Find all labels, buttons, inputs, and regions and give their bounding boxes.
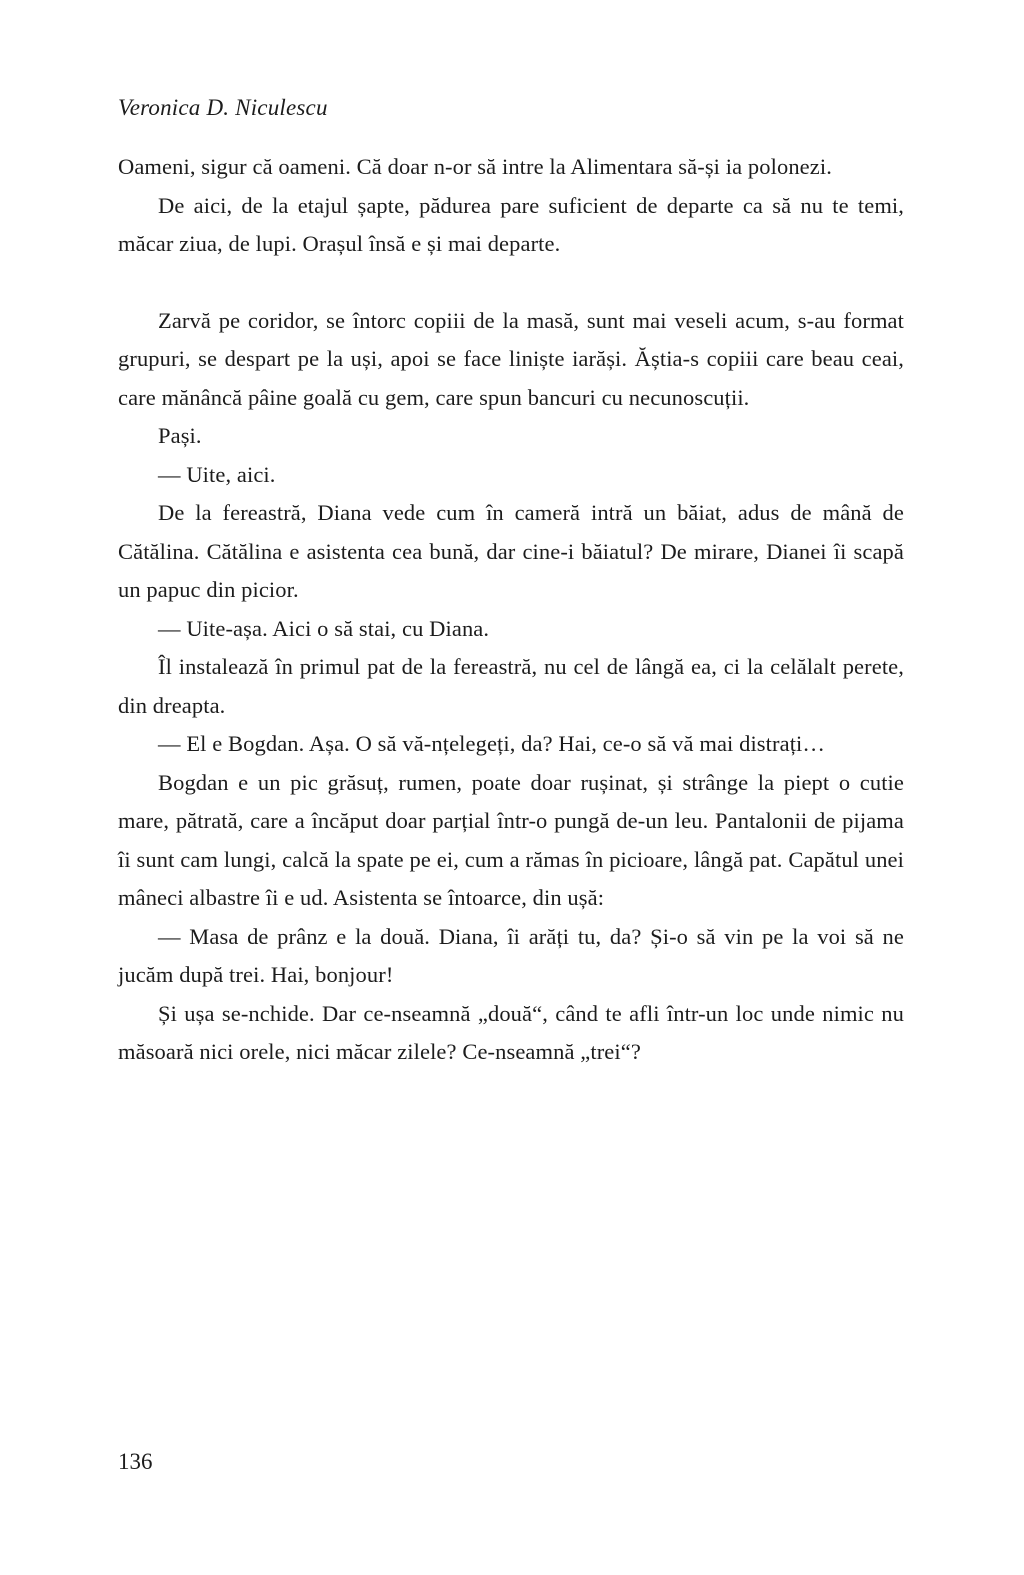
paragraph: — Uite-așa. Aici o să stai, cu Diana. xyxy=(158,615,490,641)
paragraph: — El e Bogdan. Așa. O să vă-nțelegeți, da? Hai, ce-o să vă mai distrați… xyxy=(158,731,825,756)
paragraph: De la fereastră, Diana vede cum în cameră intră un băiat, adus de mână de Cătălina. Cătălina e asistenta cea bună, dar cine-i băiatul? De mirare, Dianei îi scapă un papuc din picior. xyxy=(118,500,904,602)
paragraph: Bogdan e un pic grăsuț, rumen, poate doar rușinat, și strânge la piept o cutie mare, pătrată, care a încăput doar parțial într-o pungă de-un leu. Pantalonii de pijama îi sunt cam lungi, calcă la spate pe ei, cum a rămas în picioare, lângă pat. Capătul unei mâneci albastre îi e ud. Asistenta se întoarce, din ușă: xyxy=(118,769,904,910)
paragraph: Oameni, sigur că oameni. Că doar n-or să intre la Alimentara să-și ia polonezi. xyxy=(118,154,832,179)
body-text xyxy=(118,148,904,1072)
running-header: Veronica D. Niculescu xyxy=(118,95,328,120)
page-number: 136 xyxy=(118,1449,153,1474)
paragraph: — Uite, aici. xyxy=(158,461,276,487)
paragraph: Îl instalează în primul pat de la fereastră, nu cel de lângă ea, ci la celălalt perete, din dreapta. xyxy=(118,654,904,718)
paragraph: Pași. xyxy=(158,423,202,448)
paragraph: De aici, de la etajul șapte, pădurea pare suficient de departe ca să nu te temi, măcar ziua, de lupi. Orașul însă e și mai departe. xyxy=(118,192,904,256)
paragraph: Zarvă pe coridor, se întorc copiii de la masă, sunt mai veseli acum, s-au format grupuri, se despart pe la uși, apoi se face liniște iarăși. Ăștia-s copiii care beau ceai, care mănâncă pâine goală cu gem, care spun bancuri cu necunoscuții. xyxy=(118,307,904,410)
paragraph: Și ușa se-nchide. Dar ce-nseamnă „două“, când te afli într-un loc unde nimic nu măsoară nici orele, nici măcar zilele? Ce-nseamnă „trei“? xyxy=(118,1000,904,1064)
paragraph: — Masa de prânz e la două. Diana, îi arăți tu, da? Și-o să vin pe la voi să ne jucăm după trei. Hai, bonjour! xyxy=(118,923,904,987)
